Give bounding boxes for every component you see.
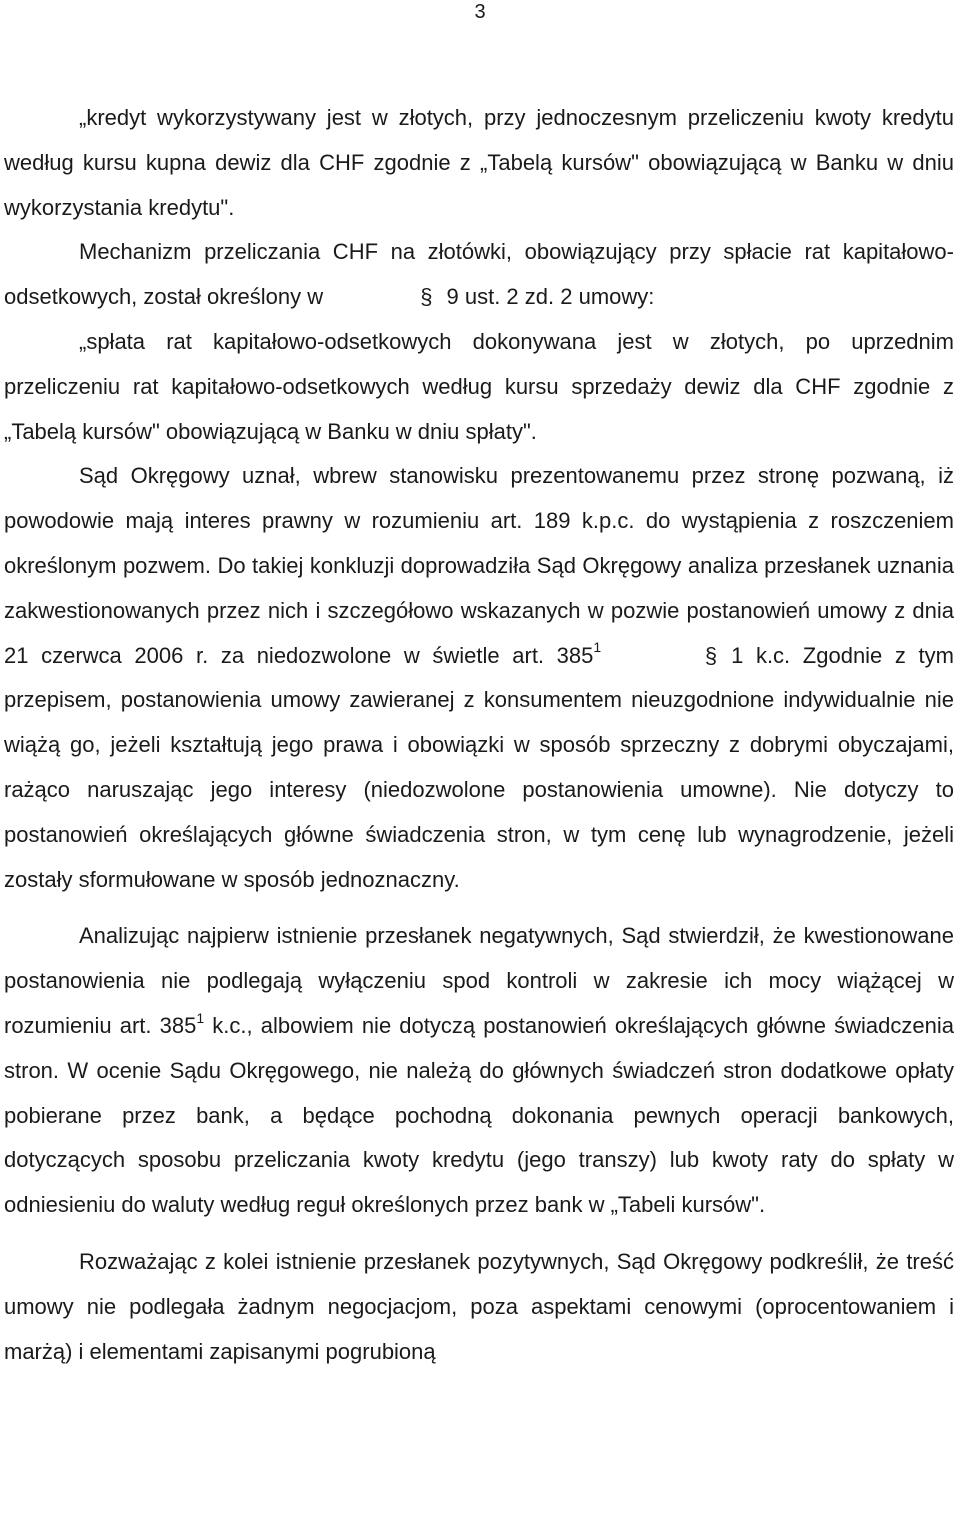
paragraph-negative-premises: [4, 914, 954, 1228]
quote-paragraph-2: „spłata rat kapitałowo-odsetkowych dokonywana jest w złotych, po uprzednim przeliczeniu rat kapitałowo-odsetkowych według kursu sprzedaży dewiz dla CHF zgodnie z „Tabelą kursów" obowiązującą w Banku w dniu spłaty".: [4, 328, 954, 444]
document-body: [4, 96, 954, 1374]
paragraph-mechanism: [4, 230, 954, 320]
page-number: 3: [474, 1, 486, 23]
quote-paragraph-1: „kredyt wykorzystywany jest w złotych, przy jednoczesnym przeliczeniu kwoty kredytu według kursu kupna dewiz dla CHF zgodnie z „Tabelą kursów" obowiązującą w Banku w dniu wykorzystania kredytu".: [4, 105, 954, 220]
section-symbol: §: [420, 284, 433, 310]
text-segment: k.c., albowiem nie dotyczą postanowień określających główne świadczenia stron. W ocenie Sądu Okręgowego, nie należą do głównych świadczeń stron dodatkowe opłaty pobierane przez bank, a będące pochodną dokonania pewnych operacji bankowych, dotyczących sposobu przeliczania kwoty kredytu (jego transzy) lub kwoty raty do spłaty w odniesieniu do waluty według reguł określonych przez bank w „Tabeli kursów".: [4, 1012, 954, 1218]
superscript: 1: [196, 1009, 205, 1026]
text-segment: Mechanizm przeliczania CHF na złotówki, obowiązujący przy spłacie rat kapitałowo-odsetkowych, został określony w: [4, 239, 954, 310]
paragraph-positive-premises: Rozważając z kolei istnienie przesłanek pozytywnych, Sąd Okręgowy podkreślił, że treść umowy nie podlegała żadnym negocjacjom, poza aspektami cenowymi (oprocentowaniem i marżą) i elementami zapisanymi pogrubioną: [4, 1248, 954, 1364]
superscript: 1: [593, 639, 602, 656]
section-symbol: §: [704, 642, 718, 668]
text-segment: 1 k.c. Zgodnie z tym przepisem, postanowienia umowy zawieranej z konsumentem nieuzgodnione indywidualnie nie wiążą go, jeżeli kształtują jego prawa i obowiązki w sposób sprzeczny z dobrymi obyczajami, rażąco naruszając jego interesy (niedozwolone postanowienia umowne). Nie dotyczy to postanowień określających główne świadczenia stron, w tym cenę lub wynagrodzenie, jeżeli zostały sformułowane w sposób jednoznaczny.: [4, 642, 954, 892]
text-segment: Sąd Okręgowy uznał, wbrew stanowisku prezentowanemu przez stronę pozwaną, iż powodowie mają interes prawny w rozumieniu art. 189 k.p.c. do wystąpienia z roszczeniem określonym pozwem. Do takiej konkluzji doprowadziła Sąd Okręgowy analiza przesłanek uznania zakwestionowanych przez nich i szczegółowo wskazanych w pozwie postanowień umowy z dnia 21 czerwca 2006 r. za niedozwolone w świetle art. 385: [4, 463, 954, 668]
paragraph-court-ruling: [4, 454, 954, 902]
text-segment: Analizując najpierw istnienie przesłanek negatywnych, Sąd stwierdził, że kwestionowane postanowienia nie podlegają wyłączeniu spod kontroli w zakresie ich mocy wiążącej w rozumieniu art. 385: [4, 923, 954, 1038]
text-segment: 9 ust. 2 zd. 2 umowy:: [446, 284, 655, 310]
